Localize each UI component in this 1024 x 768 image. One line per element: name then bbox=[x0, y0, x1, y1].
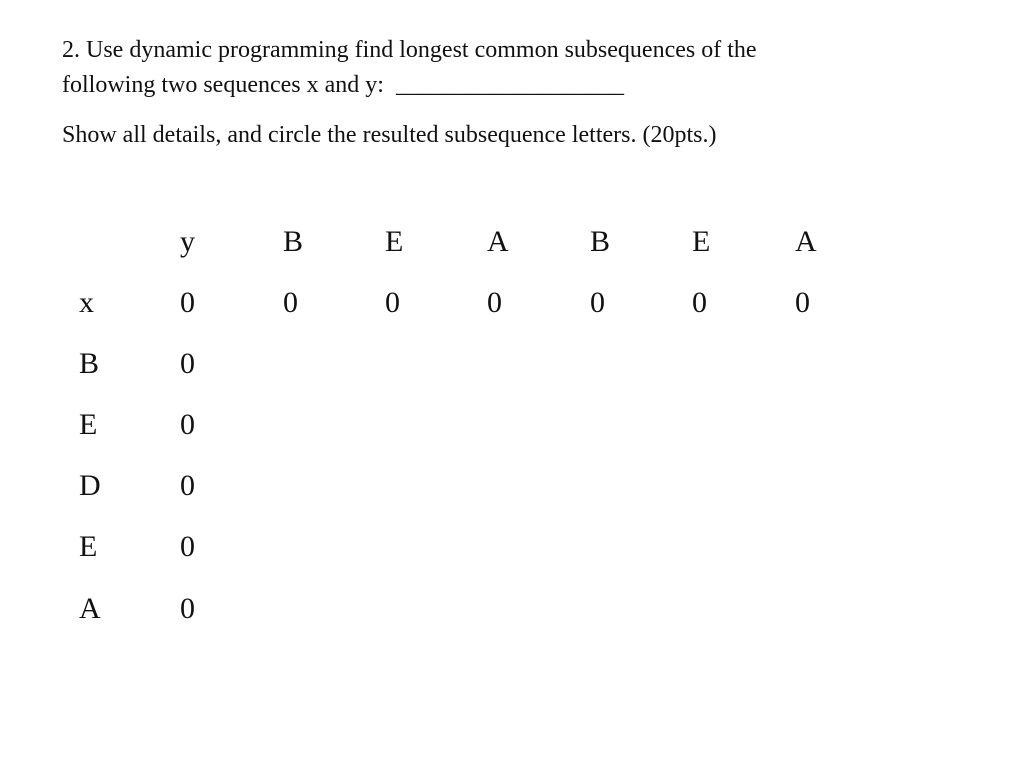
table-cell: 0 bbox=[692, 286, 707, 319]
question-line-2: following two sequences x and y: ___________________ bbox=[62, 72, 624, 98]
table-header-cell: y bbox=[180, 225, 195, 258]
table-cell: 0 bbox=[283, 286, 298, 319]
table-row-label: B bbox=[79, 347, 100, 380]
table-cell: 0 bbox=[180, 469, 195, 502]
table-row-label: x bbox=[79, 286, 94, 319]
table-row-label: A bbox=[79, 592, 101, 625]
table-header-cell: E bbox=[692, 225, 711, 258]
table-row-label: E bbox=[79, 408, 98, 441]
question-line-1: 2. Use dynamic programming find longest common subsequences of the bbox=[62, 37, 757, 63]
table-header-cell: A bbox=[795, 225, 817, 258]
table-header-cell: B bbox=[590, 225, 611, 258]
table-header-cell: E bbox=[385, 225, 404, 258]
table-cell: 0 bbox=[180, 286, 195, 319]
instruction-text: Show all details, and circle the resulted subsequence letters. (20pts.) bbox=[62, 122, 717, 148]
table-cell: 0 bbox=[795, 286, 810, 319]
table-cell: 0 bbox=[180, 592, 195, 625]
table-cell: 0 bbox=[180, 347, 195, 380]
table-row-label: E bbox=[79, 530, 98, 563]
table-cell: 0 bbox=[180, 408, 195, 441]
table-cell: 0 bbox=[180, 530, 195, 563]
table-header-cell: A bbox=[487, 225, 509, 258]
table-header-cell: B bbox=[283, 225, 304, 258]
table-cell: 0 bbox=[385, 286, 400, 319]
table-cell: 0 bbox=[487, 286, 502, 319]
table-cell: 0 bbox=[590, 286, 605, 319]
table-row-label: D bbox=[79, 469, 101, 502]
